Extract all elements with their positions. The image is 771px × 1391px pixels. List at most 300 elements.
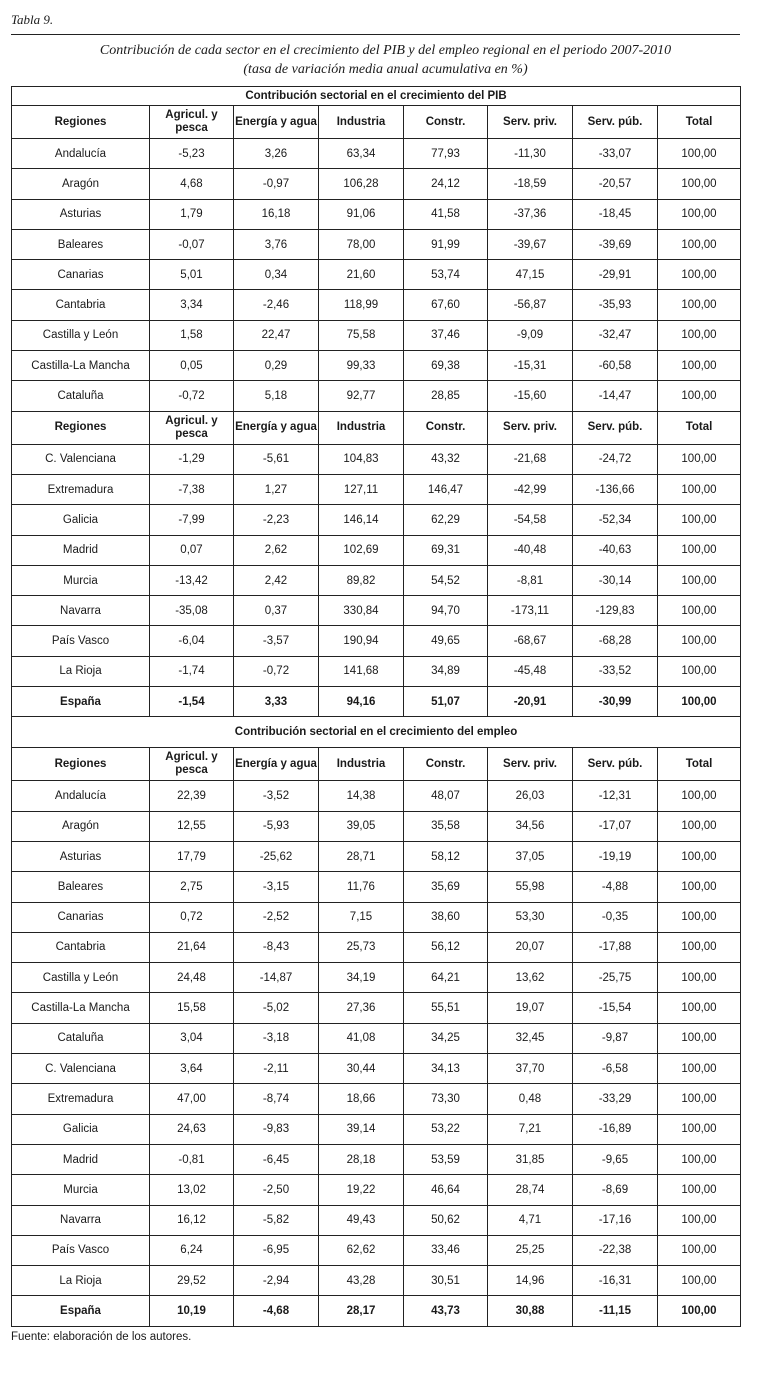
value-cell: 47,15	[488, 260, 573, 290]
region-cell: España	[12, 1296, 150, 1326]
value-cell: 146,14	[319, 505, 404, 535]
value-cell: 73,30	[404, 1084, 488, 1114]
value-cell: 35,69	[404, 872, 488, 902]
value-cell: 100,00	[658, 1023, 741, 1053]
value-cell: 100,00	[658, 290, 741, 320]
region-cell: Castilla y León	[12, 963, 150, 993]
value-cell: -0,07	[150, 229, 234, 259]
value-cell: 100,00	[658, 902, 741, 932]
value-cell: 54,52	[404, 565, 488, 595]
value-cell: 0,34	[234, 260, 319, 290]
value-cell: 5,01	[150, 260, 234, 290]
value-cell: 2,75	[150, 872, 234, 902]
value-cell: -37,36	[488, 199, 573, 229]
value-cell: -20,91	[488, 687, 573, 717]
column-header: Energía y agua	[234, 748, 319, 781]
value-cell: -19,19	[573, 841, 658, 871]
value-cell: 89,82	[319, 565, 404, 595]
value-cell: 1,27	[234, 474, 319, 504]
value-cell: 31,85	[488, 1144, 573, 1174]
region-cell: Canarias	[12, 260, 150, 290]
value-cell: 39,05	[319, 811, 404, 841]
value-cell: -18,59	[488, 169, 573, 199]
column-header: Serv. priv.	[488, 748, 573, 781]
value-cell: 4,68	[150, 169, 234, 199]
value-cell: 100,00	[658, 444, 741, 474]
table-row	[12, 505, 741, 535]
value-cell: 75,58	[319, 320, 404, 350]
column-header: Energía y agua	[234, 411, 319, 444]
value-cell: 22,47	[234, 320, 319, 350]
value-cell: 3,76	[234, 229, 319, 259]
value-cell: -39,67	[488, 229, 573, 259]
value-cell: -6,58	[573, 1054, 658, 1084]
table-row	[12, 444, 741, 474]
value-cell: -21,68	[488, 444, 573, 474]
section-title-row	[12, 717, 741, 748]
value-cell: 100,00	[658, 1084, 741, 1114]
value-cell: -30,99	[573, 687, 658, 717]
value-cell: -45,48	[488, 656, 573, 686]
value-cell: -5,82	[234, 1205, 319, 1235]
value-cell: -4,88	[573, 872, 658, 902]
value-cell: 41,08	[319, 1023, 404, 1053]
column-header: Constr.	[404, 411, 488, 444]
column-header: Serv. púb.	[573, 411, 658, 444]
value-cell: -22,38	[573, 1235, 658, 1265]
column-header: Serv. púb.	[573, 106, 658, 139]
value-cell: 69,31	[404, 535, 488, 565]
region-cell: Extremadura	[12, 1084, 150, 1114]
value-cell: 30,88	[488, 1296, 573, 1326]
column-header: Industria	[319, 106, 404, 139]
table-row	[12, 351, 741, 381]
value-cell: 100,00	[658, 1296, 741, 1326]
value-cell: 41,58	[404, 199, 488, 229]
value-cell: 53,22	[404, 1114, 488, 1144]
value-cell: 43,28	[319, 1266, 404, 1296]
table-row	[12, 1144, 741, 1174]
table-row	[12, 381, 741, 411]
value-cell: 4,71	[488, 1205, 573, 1235]
value-cell: -42,99	[488, 474, 573, 504]
value-cell: -15,54	[573, 993, 658, 1023]
table-row	[12, 902, 741, 932]
region-cell: España	[12, 687, 150, 717]
value-cell: 1,79	[150, 199, 234, 229]
region-cell: Murcia	[12, 565, 150, 595]
value-cell: 100,00	[658, 841, 741, 871]
value-cell: -12,31	[573, 781, 658, 811]
table-subtitle: (tasa de variación media anual acumulativa en %)	[243, 62, 528, 77]
value-cell: -35,08	[150, 596, 234, 626]
value-cell: -3,15	[234, 872, 319, 902]
value-cell: 13,02	[150, 1175, 234, 1205]
value-cell: 48,07	[404, 781, 488, 811]
value-cell: 64,21	[404, 963, 488, 993]
value-cell: 20,07	[488, 932, 573, 962]
table-label: Tabla 9.	[11, 12, 54, 27]
value-cell: -0,81	[150, 1144, 234, 1174]
value-cell: 38,60	[404, 902, 488, 932]
value-cell: 3,34	[150, 290, 234, 320]
value-cell: 39,14	[319, 1114, 404, 1144]
value-cell: -8,81	[488, 565, 573, 595]
value-cell: 17,79	[150, 841, 234, 871]
region-cell: La Rioja	[12, 1266, 150, 1296]
table-row	[12, 963, 741, 993]
value-cell: -6,45	[234, 1144, 319, 1174]
value-cell: -40,63	[573, 535, 658, 565]
column-header: Total	[658, 106, 741, 139]
value-cell: 100,00	[658, 1054, 741, 1084]
value-cell: 100,00	[658, 1235, 741, 1265]
value-cell: 21,60	[319, 260, 404, 290]
data-table	[11, 86, 741, 1327]
column-header: Industria	[319, 748, 404, 781]
value-cell: 53,59	[404, 1144, 488, 1174]
value-cell: 51,07	[404, 687, 488, 717]
value-cell: -2,52	[234, 902, 319, 932]
value-cell: -17,07	[573, 811, 658, 841]
region-cell: Cantabria	[12, 290, 150, 320]
value-cell: 43,32	[404, 444, 488, 474]
table-row	[12, 565, 741, 595]
value-cell: -9,65	[573, 1144, 658, 1174]
value-cell: -1,74	[150, 656, 234, 686]
table-row	[12, 841, 741, 871]
value-cell: 37,70	[488, 1054, 573, 1084]
value-cell: 1,58	[150, 320, 234, 350]
region-cell: Extremadura	[12, 474, 150, 504]
table-row	[12, 932, 741, 962]
value-cell: 0,05	[150, 351, 234, 381]
table-row	[12, 1266, 741, 1296]
value-cell: -52,34	[573, 505, 658, 535]
value-cell: -17,88	[573, 932, 658, 962]
header-row	[12, 106, 741, 139]
value-cell: 29,52	[150, 1266, 234, 1296]
value-cell: 94,70	[404, 596, 488, 626]
value-cell: 49,43	[319, 1205, 404, 1235]
region-cell: Castilla-La Mancha	[12, 993, 150, 1023]
value-cell: -2,11	[234, 1054, 319, 1084]
region-cell: País Vasco	[12, 626, 150, 656]
value-cell: 30,44	[319, 1054, 404, 1084]
value-cell: -8,69	[573, 1175, 658, 1205]
table-row	[12, 687, 741, 717]
value-cell: 78,00	[319, 229, 404, 259]
value-cell: -8,43	[234, 932, 319, 962]
column-header: Agricul. y pesca	[150, 748, 234, 781]
value-cell: 6,24	[150, 1235, 234, 1265]
table-row	[12, 872, 741, 902]
column-header: Total	[658, 411, 741, 444]
value-cell: -16,31	[573, 1266, 658, 1296]
value-cell: -9,83	[234, 1114, 319, 1144]
value-cell: -1,29	[150, 444, 234, 474]
value-cell: 34,56	[488, 811, 573, 841]
value-cell: 5,18	[234, 381, 319, 411]
value-cell: 3,04	[150, 1023, 234, 1053]
region-cell: Baleares	[12, 872, 150, 902]
region-cell: País Vasco	[12, 1235, 150, 1265]
value-cell: 55,51	[404, 993, 488, 1023]
value-cell: 24,48	[150, 963, 234, 993]
value-cell: 100,00	[658, 1175, 741, 1205]
region-cell: Aragón	[12, 169, 150, 199]
table-row	[12, 1235, 741, 1265]
value-cell: 13,62	[488, 963, 573, 993]
table-row	[12, 229, 741, 259]
value-cell: 141,68	[319, 656, 404, 686]
value-cell: -60,58	[573, 351, 658, 381]
value-cell: 100,00	[658, 535, 741, 565]
value-cell: 100,00	[658, 872, 741, 902]
value-cell: 3,33	[234, 687, 319, 717]
value-cell: -33,29	[573, 1084, 658, 1114]
value-cell: 37,05	[488, 841, 573, 871]
value-cell: -68,28	[573, 626, 658, 656]
table-row	[12, 626, 741, 656]
region-cell: Cantabria	[12, 932, 150, 962]
value-cell: -2,94	[234, 1266, 319, 1296]
value-cell: 146,47	[404, 474, 488, 504]
header-row	[12, 748, 741, 781]
value-cell: 12,55	[150, 811, 234, 841]
value-cell: -6,95	[234, 1235, 319, 1265]
region-cell: Murcia	[12, 1175, 150, 1205]
value-cell: 91,06	[319, 199, 404, 229]
value-cell: 69,38	[404, 351, 488, 381]
value-cell: -173,11	[488, 596, 573, 626]
region-cell: Asturias	[12, 841, 150, 871]
column-header: Regiones	[12, 748, 150, 781]
table-row	[12, 1023, 741, 1053]
value-cell: 100,00	[658, 626, 741, 656]
value-cell: -20,57	[573, 169, 658, 199]
region-cell: Aragón	[12, 811, 150, 841]
value-cell: -9,87	[573, 1023, 658, 1053]
table-row	[12, 596, 741, 626]
value-cell: -11,30	[488, 139, 573, 169]
value-cell: 34,89	[404, 656, 488, 686]
value-cell: 28,18	[319, 1144, 404, 1174]
column-header: Serv. priv.	[488, 411, 573, 444]
value-cell: 28,85	[404, 381, 488, 411]
value-cell: 91,99	[404, 229, 488, 259]
divider	[11, 34, 740, 35]
table-row	[12, 535, 741, 565]
value-cell: -4,68	[234, 1296, 319, 1326]
region-cell: Castilla-La Mancha	[12, 351, 150, 381]
region-cell: Castilla y León	[12, 320, 150, 350]
section-title: Contribución sectorial en el crecimiento del empleo	[12, 717, 741, 748]
value-cell: 92,77	[319, 381, 404, 411]
table-row	[12, 1054, 741, 1084]
value-cell: -7,99	[150, 505, 234, 535]
value-cell: 14,96	[488, 1266, 573, 1296]
value-cell: -0,97	[234, 169, 319, 199]
value-cell: 100,00	[658, 932, 741, 962]
value-cell: -9,09	[488, 320, 573, 350]
value-cell: 14,38	[319, 781, 404, 811]
value-cell: 35,58	[404, 811, 488, 841]
value-cell: 118,99	[319, 290, 404, 320]
value-cell: 67,60	[404, 290, 488, 320]
column-header: Serv. priv.	[488, 106, 573, 139]
region-cell: Canarias	[12, 902, 150, 932]
value-cell: 100,00	[658, 351, 741, 381]
table-row	[12, 290, 741, 320]
value-cell: 25,25	[488, 1235, 573, 1265]
value-cell: 100,00	[658, 811, 741, 841]
value-cell: 22,39	[150, 781, 234, 811]
table-row	[12, 199, 741, 229]
value-cell: 19,22	[319, 1175, 404, 1205]
value-cell: 25,73	[319, 932, 404, 962]
table-row	[12, 474, 741, 504]
table-row	[12, 781, 741, 811]
column-header: Constr.	[404, 106, 488, 139]
table-row	[12, 656, 741, 686]
value-cell: -7,38	[150, 474, 234, 504]
table-row	[12, 260, 741, 290]
value-cell: -136,66	[573, 474, 658, 504]
value-cell: 7,21	[488, 1114, 573, 1144]
table-row	[12, 139, 741, 169]
value-cell: -5,93	[234, 811, 319, 841]
column-header: Serv. púb.	[573, 748, 658, 781]
value-cell: -0,72	[150, 381, 234, 411]
value-cell: 2,62	[234, 535, 319, 565]
value-cell: 330,84	[319, 596, 404, 626]
value-cell: 100,00	[658, 596, 741, 626]
value-cell: 100,00	[658, 505, 741, 535]
value-cell: 100,00	[658, 565, 741, 595]
value-cell: -32,47	[573, 320, 658, 350]
value-cell: 99,33	[319, 351, 404, 381]
value-cell: -35,93	[573, 290, 658, 320]
region-cell: Galicia	[12, 1114, 150, 1144]
value-cell: 50,62	[404, 1205, 488, 1235]
table-row	[12, 1205, 741, 1235]
value-cell: 100,00	[658, 260, 741, 290]
column-header: Constr.	[404, 748, 488, 781]
value-cell: -0,35	[573, 902, 658, 932]
value-cell: 0,72	[150, 902, 234, 932]
value-cell: -0,72	[234, 656, 319, 686]
value-cell: 2,42	[234, 565, 319, 595]
value-cell: -3,57	[234, 626, 319, 656]
value-cell: 3,64	[150, 1054, 234, 1084]
table-row	[12, 993, 741, 1023]
value-cell: 26,03	[488, 781, 573, 811]
column-header: Agricul. y pesca	[150, 106, 234, 139]
value-cell: -33,52	[573, 656, 658, 686]
section-title: Contribución sectorial en el crecimiento del PIB	[12, 87, 741, 106]
value-cell: 77,93	[404, 139, 488, 169]
value-cell: 100,00	[658, 320, 741, 350]
value-cell: -18,45	[573, 199, 658, 229]
value-cell: 62,62	[319, 1235, 404, 1265]
value-cell: 100,00	[658, 199, 741, 229]
value-cell: -5,23	[150, 139, 234, 169]
value-cell: 62,29	[404, 505, 488, 535]
value-cell: -8,74	[234, 1084, 319, 1114]
value-cell: 49,65	[404, 626, 488, 656]
value-cell: 100,00	[658, 474, 741, 504]
region-cell: Galicia	[12, 505, 150, 535]
value-cell: 0,29	[234, 351, 319, 381]
value-cell: 24,12	[404, 169, 488, 199]
value-cell: 100,00	[658, 169, 741, 199]
value-cell: 34,25	[404, 1023, 488, 1053]
header-row	[12, 411, 741, 444]
value-cell: 100,00	[658, 229, 741, 259]
table-row	[12, 1084, 741, 1114]
region-cell: C. Valenciana	[12, 1054, 150, 1084]
value-cell: -2,50	[234, 1175, 319, 1205]
region-cell: C. Valenciana	[12, 444, 150, 474]
value-cell: 106,28	[319, 169, 404, 199]
value-cell: -6,04	[150, 626, 234, 656]
value-cell: 16,18	[234, 199, 319, 229]
value-cell: 18,66	[319, 1084, 404, 1114]
value-cell: 100,00	[658, 963, 741, 993]
table-row	[12, 1175, 741, 1205]
value-cell: -68,67	[488, 626, 573, 656]
region-cell: Asturias	[12, 199, 150, 229]
value-cell: 100,00	[658, 381, 741, 411]
section-title-row	[12, 87, 741, 106]
value-cell: -29,91	[573, 260, 658, 290]
value-cell: 100,00	[658, 1114, 741, 1144]
region-cell: Navarra	[12, 1205, 150, 1235]
value-cell: -11,15	[573, 1296, 658, 1326]
value-cell: -15,60	[488, 381, 573, 411]
value-cell: 100,00	[658, 1205, 741, 1235]
value-cell: 104,83	[319, 444, 404, 474]
value-cell: 3,26	[234, 139, 319, 169]
value-cell: 21,64	[150, 932, 234, 962]
table-row	[12, 1296, 741, 1326]
value-cell: -2,23	[234, 505, 319, 535]
value-cell: -13,42	[150, 565, 234, 595]
value-cell: -3,52	[234, 781, 319, 811]
value-cell: -56,87	[488, 290, 573, 320]
value-cell: 28,17	[319, 1296, 404, 1326]
region-cell: Cataluña	[12, 1023, 150, 1053]
region-cell: Navarra	[12, 596, 150, 626]
region-cell: Madrid	[12, 1144, 150, 1174]
region-cell: Cataluña	[12, 381, 150, 411]
value-cell: 100,00	[658, 656, 741, 686]
value-cell: 10,19	[150, 1296, 234, 1326]
value-cell: -129,83	[573, 596, 658, 626]
value-cell: -39,69	[573, 229, 658, 259]
value-cell: 100,00	[658, 1266, 741, 1296]
value-cell: -14,47	[573, 381, 658, 411]
value-cell: -54,58	[488, 505, 573, 535]
value-cell: -16,89	[573, 1114, 658, 1144]
value-cell: 32,45	[488, 1023, 573, 1053]
value-cell: -24,72	[573, 444, 658, 474]
column-header: Regiones	[12, 106, 150, 139]
table-row	[12, 1114, 741, 1144]
value-cell: -30,14	[573, 565, 658, 595]
value-cell: 190,94	[319, 626, 404, 656]
